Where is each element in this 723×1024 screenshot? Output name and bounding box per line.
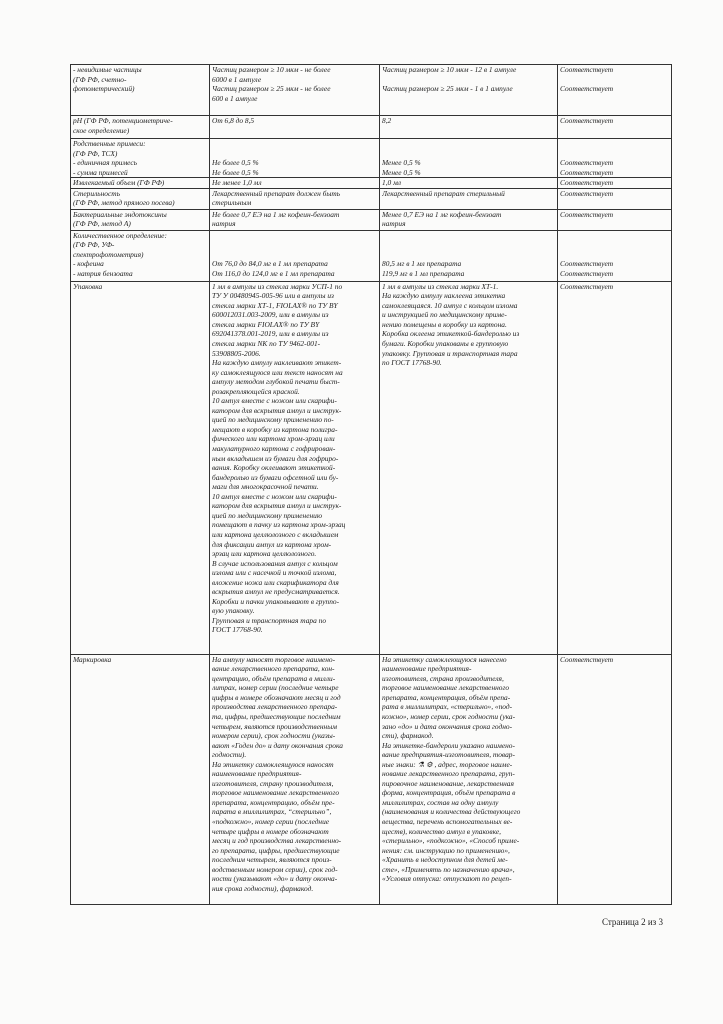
cell-text-line: ществ), количество ампул в упаковке, [382, 826, 501, 836]
cell-text-line: Соответствует [560, 84, 614, 94]
cell-text-line: ку самоклеящуюся или текст наносят на [212, 367, 343, 377]
cell-requirement [210, 139, 380, 178]
cell-text-line: Стерильность [73, 188, 120, 198]
cell-conformity [558, 654, 672, 904]
cell-text-line: или картона целлюлозного с вкладышем [212, 529, 339, 539]
cell-conformity [558, 65, 672, 116]
page-number: Страница 2 из 3 [602, 917, 663, 927]
specification-table [70, 64, 672, 905]
cell-text-line: 1,0 мл [382, 178, 402, 188]
cell-text-line: 8,2 [382, 116, 392, 125]
table-row-ph [71, 116, 672, 139]
cell-text-line: На этикетку самоклеящуюся наносят [212, 759, 334, 769]
table-row-quantitative-assay [71, 230, 672, 281]
cell-text-line: цией по медицинскому применению по- [212, 415, 334, 425]
cell-indicator [71, 178, 210, 189]
cell-text-line: (ГФ РФ, метод прямого посева) [73, 198, 175, 208]
cell-text-line [382, 149, 555, 159]
cell-text-line: Не более 0,5 % [212, 158, 259, 168]
cell-text-line: Не более 0,7 ЕЭ на 1 мг кофеин-бензоат [212, 209, 340, 219]
cell-indicator [71, 139, 210, 178]
cell-conformity [558, 139, 672, 178]
cell-text-line: Групповая и транспортная тара по [212, 615, 327, 625]
cell-text-line: го препарата, цифры, предшествующие [212, 845, 340, 855]
cell-text-line: Соответствует [560, 259, 614, 269]
cell-text-line: Частиц размером ≥ 10 мкм - 12 в 1 ампуле [382, 65, 517, 74]
cell-text-line: Количественное определение: [73, 230, 167, 240]
cell-indicator [71, 188, 210, 209]
cell-text-line: изготовителя, страну производителя, [212, 778, 334, 788]
cell-result [380, 116, 558, 139]
cell-conformity [558, 116, 672, 139]
cell-text-line: макулатурного картона с гофрирован- [212, 444, 336, 454]
cell-text-line: Соответствует [560, 65, 614, 74]
cell-text-line: рата в миллилитрах, «стерильно», «под- [382, 702, 513, 712]
cell-text-line: В случае использования ампул с кольцом [212, 558, 338, 568]
cell-text-line: Соответствует [560, 188, 614, 198]
cell-text-line: ные знаки: ⚗ ⚙ , адрес, торговое наиме- [382, 759, 513, 769]
cell-text-line: та, цифры, предшествующие последним [212, 712, 341, 722]
cell-text-line: (ГФ РФ, счетно- [73, 74, 127, 84]
cell-text-line: Менее 0,5 % [382, 167, 421, 177]
cell-requirement [210, 209, 380, 230]
cell-text-line: нование лекарственного препарата, груп- [382, 769, 515, 779]
cell-text-line: pH (ГФ РФ, потенциометриче- [73, 116, 173, 125]
cell-text-line: ТУ У 00480945-005-96 или в ампулы из [212, 291, 334, 301]
cell-text-line: четыре цифры в номере обозначают [212, 826, 329, 836]
cell-result [380, 65, 558, 116]
cell-text-line: 119,9 мг в 1 мл препарата [382, 268, 465, 278]
cell-text-line: Соответствует [560, 209, 614, 219]
cell-text-line: От 6,8 до 8,5 [212, 116, 255, 125]
cell-text-line: 692041378.001-2019, или в ампулы из [212, 329, 329, 339]
cell-text-line [560, 149, 669, 159]
cell-text-line: Соответствует [560, 158, 614, 168]
cell-text-line: препарата, концентрация, объём препа- [382, 692, 511, 702]
cell-text-line: Извлекаемый объем (ГФ РФ) [73, 178, 165, 188]
cell-text-line: 600012031.003-2009, или в ампулы из [212, 310, 329, 320]
cell-text-line: цией по медицинскому применению [212, 510, 323, 520]
cell-text-line: вают «Годен до» и дату окончания срока [212, 740, 343, 750]
cell-text-line [212, 149, 377, 159]
cell-text-line: Соответствует [560, 654, 614, 664]
cell-indicator [71, 116, 210, 139]
cell-text-line: стекла марки FIOLAX® по ТУ BY [212, 319, 320, 329]
cell-text-line: От 76,0 до 84,0 мг в 1 мл препарата [212, 259, 328, 269]
cell-text-line: литрах, номер серии (последние четыре [212, 683, 339, 693]
cell-text-line: бандеролью из бумаги офсетной или бу- [212, 472, 339, 482]
cell-text-line: сти), фармакод. [382, 731, 434, 741]
cell-text-line: помещают в пачку из картона хром-эрзац [212, 520, 346, 530]
cell-text-line [212, 139, 377, 149]
cell-text-line: торговое наименование лекарственного [382, 683, 510, 693]
cell-text-line [382, 75, 555, 85]
cell-text-line: Соответствует [560, 167, 614, 177]
cell-conformity [558, 178, 672, 189]
cell-text-line: катором для вскрытия ампул и инструк- [212, 501, 342, 511]
cell-text-line [560, 75, 669, 85]
cell-text-line: Коробки и пачки упаковывают в группо- [212, 596, 340, 606]
cell-requirement [210, 188, 380, 209]
cell-text-line: ГОСТ 17768-90. [212, 625, 263, 635]
cell-text-line: 80,5 мг в 1 мл препарата [382, 259, 462, 269]
cell-result [380, 654, 558, 904]
cell-text-line: Родственные примеси: [73, 139, 146, 148]
cell-text-line: вание лекарственного препарата, кон- [212, 664, 335, 674]
cell-text-line: форма, концентрация, объём препарата в [382, 788, 516, 798]
cell-text-line: Менее 0,7 ЕЭ на 1 мг кофеин-бензоат [382, 209, 502, 219]
cell-text-line: ным вкладышем из бумаги для гофриро- [212, 453, 339, 463]
cell-text-line: «Хранить в недоступном для детей ме- [382, 855, 508, 865]
table-row-packaging [71, 281, 672, 654]
cell-result [380, 230, 558, 281]
cell-text-line: зано «до» и дата окончания срока годно- [382, 721, 513, 731]
cell-text-line: 10 ампул вместе с ножом или скарифи- [212, 396, 337, 406]
cell-text-line: изготовителя, страна производителя, [382, 673, 504, 683]
cell-text-line: «подкожно», номер серии (последние [212, 817, 330, 827]
cell-result [380, 209, 558, 230]
cell-text-line: для фиксации ампул из картона хром- [212, 539, 332, 549]
cell-indicator [71, 230, 210, 281]
cell-text-line: вещества, перечень вспомогательных ве- [382, 817, 513, 827]
cell-result [380, 139, 558, 178]
cell-text-line: Частиц размером ≥ 10 мкм - не более [212, 65, 331, 74]
cell-text-line: самоклеящаяся. 10 ампул с кольцом излома [382, 300, 518, 310]
cell-text-line: На ампулу наносят торговое наимено- [212, 654, 336, 664]
cell-result [380, 178, 558, 189]
cell-text-line: стерильным [212, 198, 252, 208]
cell-text-line: излома или с насечкой и точкой излома, [212, 568, 337, 578]
table-row-bacterial-endotoxins [71, 209, 672, 230]
cell-text-line: вскрытия ампул не предусматривается. [212, 587, 340, 597]
cell-text-line: ния срока годности), фармакод. [212, 883, 314, 893]
cell-conformity [558, 209, 672, 230]
cell-requirement [210, 281, 380, 654]
cell-text-line: упаковку. Групповая и транспортная тара [382, 348, 518, 358]
cell-text-line: фического или картона хром-эрзац или [212, 434, 335, 444]
table-row-invisible-particles [71, 65, 672, 116]
cell-text-line [560, 250, 669, 260]
cell-conformity [558, 281, 672, 654]
cell-text-line: На каждую ампулу наклеена этикетка [382, 291, 506, 301]
cell-text-line: последним четырем, являются произ- [212, 855, 332, 865]
cell-text-line: (ГФ РФ, ТСХ) [73, 148, 118, 158]
cell-text-line: Лекарственный препарат стерильный [382, 188, 505, 198]
cell-text-line: «стерильно», «подкожно», «Способ приме- [382, 836, 520, 846]
cell-text-line: (наименования и количества действующего [382, 807, 521, 817]
cell-text-line: 1 мл в ампулы из стекла марки ХТ-1. [382, 281, 499, 291]
table-row-labeling [71, 654, 672, 904]
cell-text-line: спектрофотометрия) [73, 249, 144, 259]
cell-text-line: 53908805-2006. [212, 348, 261, 358]
cell-text-line: миллилитрах, состав на одну ампулу [382, 797, 499, 807]
cell-text-line: Менее 0,5 % [382, 158, 421, 168]
cell-text-line: пировочное наименование, лекарственная [382, 778, 514, 788]
cell-text-line: Частиц размером ≥ 25 мкм - 1 в 1 ампуле [382, 84, 513, 94]
cell-indicator [71, 209, 210, 230]
cell-requirement [210, 116, 380, 139]
cell-requirement [210, 178, 380, 189]
cell-result [380, 281, 558, 654]
cell-text-line: месяц и год производства лекарственно- [212, 836, 342, 846]
cell-text-line: производства лекарственного препара- [212, 702, 338, 712]
cell-text-line: 1 мл в ампулы из стекла марки УСП-1 по [212, 281, 343, 291]
cell-text-line [560, 231, 669, 241]
cell-text-line: «Условия отпуска: отпускают по рецеп- [382, 874, 512, 884]
cell-text-line: - кофеина [73, 259, 104, 269]
cell-indicator [71, 654, 210, 904]
table-row-extractable-volume [71, 178, 672, 189]
cell-requirement [210, 230, 380, 281]
cell-text-line: цифры в номере обозначают месяц и год [212, 692, 341, 702]
cell-text-line: кожно», номер серии, срок годности (ука- [382, 712, 516, 722]
cell-requirement [210, 65, 380, 116]
cell-text-line: ское определение) [73, 125, 130, 135]
cell-text-line: На этикетку самоклеющуюся нанесено [382, 654, 507, 664]
cell-text-line: Не более 0,5 % [212, 167, 259, 177]
cell-text-line: стекла марки NK по ТУ 9462-001- [212, 339, 321, 349]
cell-requirement [210, 654, 380, 904]
cell-text-line: (ГФ РФ, метод А) [73, 219, 131, 229]
cell-result [380, 188, 558, 209]
cell-text-line: вания. Коробку оклеивают этикеткой- [212, 463, 336, 473]
cell-text-line: - невидимые частицы [73, 65, 142, 74]
table-row-sterility [71, 188, 672, 209]
cell-text-line: Не менее 1,0 мл [212, 178, 262, 188]
cell-text-line: ности (указывают «до» и дату оконча- [212, 874, 338, 884]
cell-text-line: Частиц размером ≥ 25 мкм - не более [212, 84, 331, 94]
cell-text-line [560, 240, 669, 250]
cell-text-line: Соответствует [560, 281, 614, 291]
cell-text-line: (ГФ РФ, УФ- [73, 240, 115, 250]
cell-text-line: фотометрический) [73, 84, 135, 94]
cell-text-line: На каждую ампулу наклеивают этикет- [212, 358, 342, 368]
cell-text-line: катором для вскрытия ампул и инструк- [212, 405, 342, 415]
cell-text-line: 10 ампул вместе с ножом или скарифи- [212, 491, 337, 501]
cell-text-line: бумаги. Коробки упакованы в групповую [382, 339, 509, 349]
cell-text-line: 6000 в 1 ампуле [212, 74, 262, 84]
cell-text-line: нения: см. инструкцию по применению», [382, 845, 510, 855]
cell-text-line: Маркировка [73, 654, 112, 664]
cell-text-line: Соответствует [560, 178, 614, 188]
cell-text-line: натрия [382, 219, 406, 229]
cell-text-line: - сумма примесей [73, 167, 128, 177]
cell-text-line: наименование предприятия- [212, 769, 302, 779]
cell-text-line: нению помещены в коробку из картона. [382, 319, 507, 329]
cell-text-line [382, 231, 555, 241]
cell-text-line: и инструкцией по медицинскому приме- [382, 310, 507, 320]
cell-text-line: розакрепляющейся краской. [212, 386, 300, 396]
cell-text-line: мещают в коробку из картона полигра- [212, 424, 338, 434]
cell-text-line: препарата, концентрацию, объём пре- [212, 797, 335, 807]
cell-text-line: водственным номером серии), срок год- [212, 864, 338, 874]
cell-text-line: На этикетке-бандероли указано наимено- [382, 740, 515, 750]
cell-text-line: номером серии), срок годности (указы- [212, 731, 336, 741]
cell-indicator [71, 281, 210, 654]
cell-indicator [71, 65, 210, 116]
cell-text-line [382, 240, 555, 250]
cell-conformity [558, 188, 672, 209]
cell-text-line: Лекарственный препарат должен быть [212, 188, 341, 198]
cell-text-line: парата в миллилитрах, “стерильно”, [212, 807, 332, 817]
cell-text-line: вложение ножа или скарификатора для [212, 577, 339, 587]
cell-text-line [212, 250, 377, 260]
cell-text-line: эрзац или картона целлюлозного. [212, 549, 317, 559]
cell-text-line: Соответствует [560, 268, 614, 278]
cell-text-line: ампулу методом глубокой печати быст- [212, 377, 340, 387]
cell-text-line [560, 139, 669, 149]
cell-text-line: вание предприятия-изготовителя, товар- [382, 750, 515, 760]
cell-text-line: торговое наименование лекарственного [212, 788, 340, 798]
cell-conformity [558, 230, 672, 281]
table-row-related-impurities [71, 139, 672, 178]
cell-text-line: Коробка оклеена этикеткой-бандеролью из [382, 329, 520, 339]
cell-text-line: четырем, являются производственным [212, 721, 337, 731]
cell-text-line: маги для многокрасочной печати. [212, 482, 319, 492]
cell-text-line: по ГОСТ 17768-90. [382, 358, 442, 368]
cell-text-line [382, 250, 555, 260]
cell-text-line: вую упаковку. [212, 606, 255, 616]
cell-text-line: От 116,0 до 124,0 мг в 1 мл препарата [212, 268, 335, 278]
cell-text-line: - натрия бензоата [73, 268, 133, 278]
cell-text-line [382, 139, 555, 149]
cell-text-line: наименование предприятия- [382, 664, 472, 674]
cell-text-line: стекла марки ХТ-1, FIOLAX® по ТУ BY [212, 300, 338, 310]
cell-text-line: сте», «Применять по назначению врача», [382, 864, 515, 874]
cell-text-line: натрия [212, 219, 236, 229]
cell-text-line: 600 в 1 ампуле [212, 93, 258, 103]
cell-text-line: годности). [212, 750, 247, 760]
cell-text-line: Соответствует [560, 116, 614, 125]
cell-text-line: - единичная примесь [73, 158, 138, 168]
cell-text-line: центрацию, объём препарата в милли- [212, 673, 336, 683]
cell-text-line [212, 231, 377, 241]
cell-text-line [212, 240, 377, 250]
cell-text-line: Упаковка [73, 281, 103, 291]
cell-text-line: Бактериальные эндотоксины [73, 209, 167, 219]
